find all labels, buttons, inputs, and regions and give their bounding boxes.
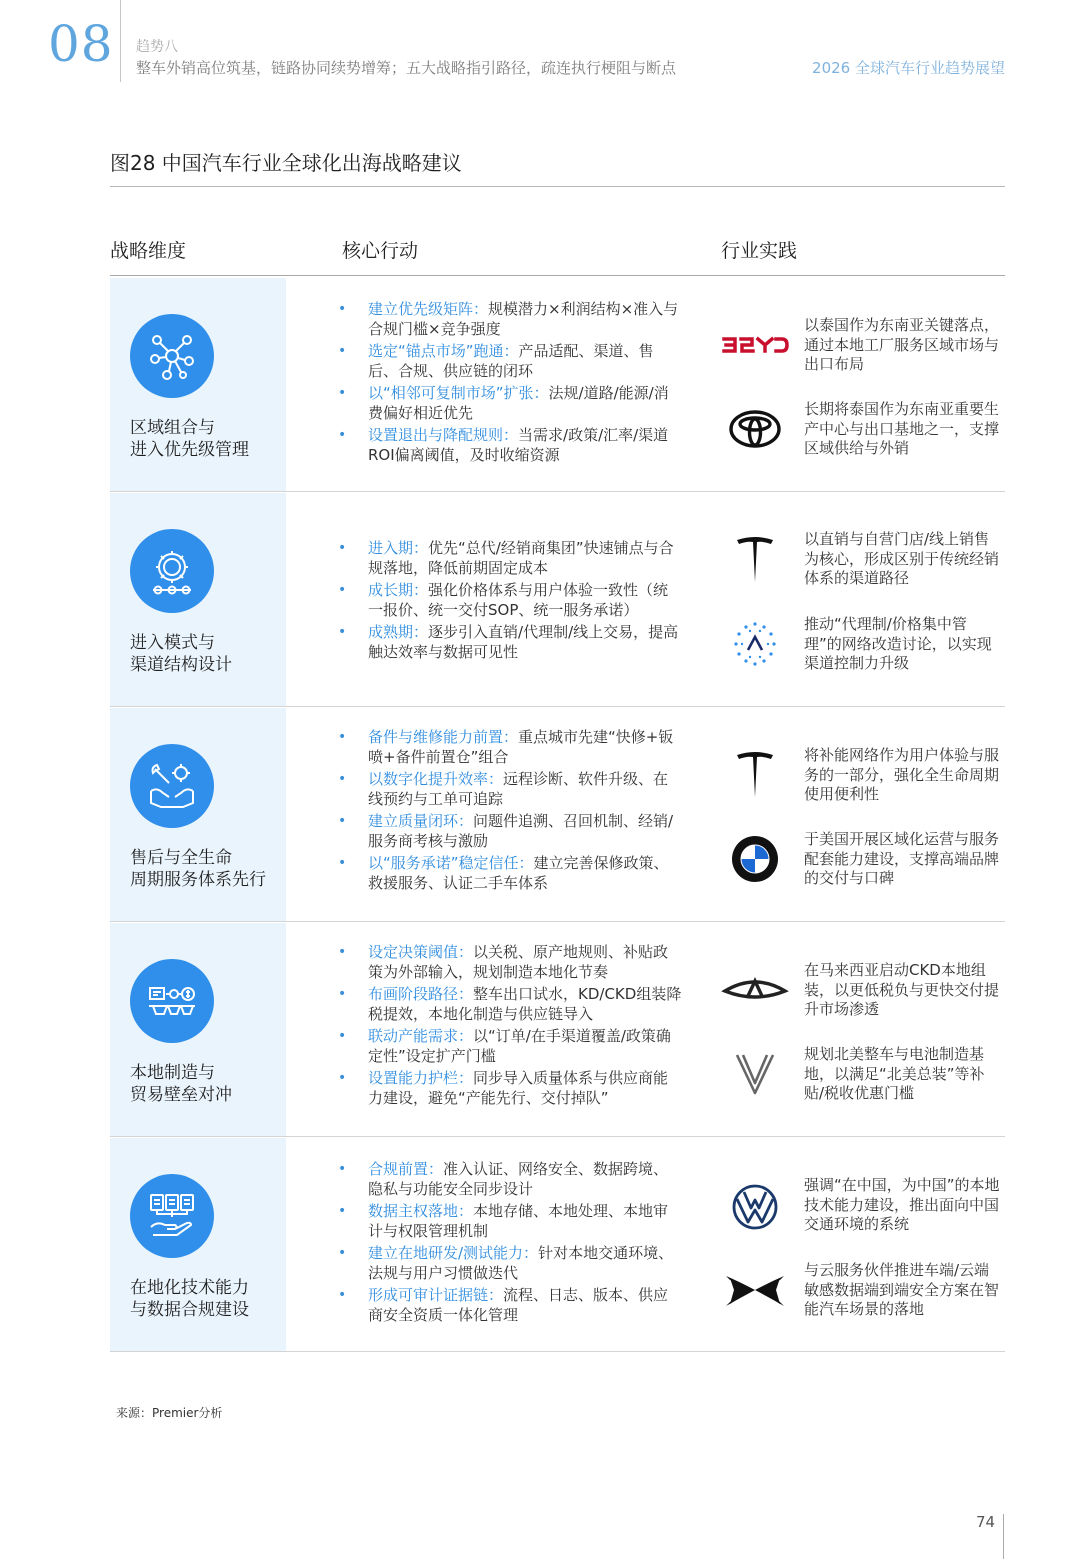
column-header-practice: 行业实践 [721, 240, 798, 262]
practice-text: 将补能网络作为用户体验与服务的一部分，强化全生命周期使用便利性 [804, 746, 1000, 803]
practice-text: 以直销与自营门店/线上销售为核心，形成区别于传统经销体系的渠道路径 [804, 530, 1000, 587]
header-divider [120, 0, 121, 82]
practice-text: 在马来西亚启动CKD本地组装，以更低税负与更快交付提升市场渗透 [804, 961, 1000, 1018]
factory-trade-icon [147, 976, 197, 1026]
gear-channel-icon [147, 546, 197, 596]
xpeng-logo [720, 1266, 790, 1316]
strategy-row-5 [110, 1138, 1005, 1351]
action-keyword: 以“相邻可复制市场”扩张： [368, 384, 549, 402]
action-keyword: 以“服务承诺”稳定信任： [368, 854, 534, 872]
action-item [338, 1160, 683, 1199]
data-hand-icon [147, 1191, 197, 1241]
action-item [338, 342, 683, 381]
row-divider [110, 491, 1005, 492]
action-keyword: 设置能力护栏： [368, 1069, 474, 1087]
dimension-cell [110, 1138, 286, 1351]
core-actions-list [338, 539, 683, 665]
action-text: 逐步引入直销/代理制/线上交易，提高触达效率与数据可见性 [368, 623, 679, 661]
byd-logo [720, 320, 790, 370]
action-item [338, 812, 683, 851]
action-keyword: 联动产能需求： [368, 1027, 474, 1045]
chapter-subtitle: 整车外销高位筑基，链路协同续势增筹；五大战略指引路径，疏连执行梗阻与断点 [136, 59, 677, 77]
action-keyword: 设定决策阈值： [368, 943, 474, 961]
wrench-hands-icon [147, 761, 197, 811]
dimension-icon-badge [130, 1174, 214, 1258]
practice-text: 推动“代理制/价格集中管理”的网络改造讨论，以实现渠道控制力升级 [804, 615, 992, 672]
action-keyword: 建立在地研发/测试能力： [368, 1244, 539, 1262]
column-header-dimension: 战略维度 [110, 240, 187, 262]
trend-label: 趋势八 [136, 39, 178, 55]
action-item [338, 770, 683, 809]
dimension-label: 进入模式与 渠道结构设计 [130, 633, 232, 675]
action-text: 法规/道路/能源/消费偏好相近优先 [368, 384, 669, 422]
page-number: 74 [976, 1513, 996, 1531]
action-item [338, 623, 683, 662]
action-keyword: 合规前置： [368, 1160, 444, 1178]
action-keyword: 选定“锚点市场”跑通： [368, 342, 519, 360]
action-keyword: 建立优先级矩阵： [368, 300, 489, 318]
action-text: 同步导入质量体系与供应商能力建设，避免“产能先行、交付掉队” [368, 1069, 669, 1107]
dimension-label: 售后与全生命 周期服务体系先行 [130, 848, 266, 890]
chery-logo [720, 965, 790, 1015]
row-divider [110, 1136, 1005, 1137]
action-item [338, 1069, 683, 1108]
volkswagen-logo [720, 1182, 790, 1232]
dimension-label: 在地化技术能力 与数据合规建设 [130, 1278, 249, 1320]
action-text: 以“订单/在手渠道覆盖/政策确定性”设定扩产门槛 [368, 1027, 671, 1065]
action-item [338, 943, 683, 982]
action-item [338, 300, 683, 339]
dimension-label: 本地制造与 贸易壁垒对冲 [130, 1063, 232, 1105]
figure-title: 图28 中国汽车行业全球化出海战略建议 [110, 151, 462, 175]
core-actions-list [338, 728, 683, 896]
action-item [338, 1244, 683, 1283]
network-nodes-icon [147, 331, 197, 381]
practice-text: 长期将泰国作为东南亚重要生产中心与出口基地之一，支撑区域供给与外销 [804, 400, 1000, 457]
row-divider [110, 706, 1005, 707]
bmw-logo [720, 834, 790, 884]
header-divider-line [110, 275, 1005, 276]
report-title: 2026 全球汽车行业趋势展望 [812, 59, 1005, 77]
action-item [338, 1027, 683, 1066]
dimension-icon-badge [130, 959, 214, 1043]
action-keyword: 成熟期： [368, 623, 429, 641]
action-keyword: 进入期： [368, 539, 429, 557]
action-text: 产品适配、渠道、售后、合规、供应链的闭环 [368, 342, 654, 380]
dimension-cell [110, 923, 286, 1136]
dimension-icon-badge [130, 529, 214, 613]
vinfast-logo [720, 1049, 790, 1099]
action-keyword: 设置退出与降配规则： [368, 426, 519, 444]
action-item [338, 1286, 683, 1325]
chapter-number: 08 [48, 15, 114, 73]
action-item [338, 1202, 683, 1241]
title-divider [110, 186, 1005, 187]
practice-text: 强调“在中国，为中国”的本地技术能力建设，推出面向中国交通环境的系统 [804, 1176, 1000, 1233]
page-number-divider [1003, 1514, 1004, 1559]
action-text: 优先“总代/经销商集团”快速铺点与合规落地，降低前期固定成本 [368, 539, 674, 577]
practice-text: 以泰国作为东南亚关键落点，通过本地工厂服务区域市场与出口布局 [804, 316, 1000, 373]
practice-text: 规划北美整车与电池制造基地，以满足“北美总装”等补贴/税收优惠门槛 [804, 1045, 985, 1102]
action-keyword: 形成可审计证据链： [368, 1286, 504, 1304]
action-item [338, 539, 683, 578]
action-keyword: 数据主权落地： [368, 1202, 474, 1220]
core-actions-list [338, 1160, 683, 1328]
action-item [338, 985, 683, 1024]
toyota-logo [720, 404, 790, 454]
column-header-actions: 核心行动 [342, 240, 419, 262]
row-divider [110, 921, 1005, 922]
strategy-row-1 [110, 278, 1005, 491]
tesla-logo [720, 535, 790, 585]
dimension-icon-badge [130, 314, 214, 398]
action-item [338, 581, 683, 620]
strategy-row-2 [110, 493, 1005, 706]
action-text: 准入认证、网络安全、数据跨境、隐私与功能安全同步设计 [368, 1160, 669, 1198]
action-text: 问题件追溯、召回机制、经销/服务商考核与激励 [368, 812, 674, 850]
action-item [338, 728, 683, 767]
action-keyword: 备件与维修能力前置： [368, 728, 519, 746]
strategy-row-4 [110, 923, 1005, 1136]
action-keyword: 以数字化提升效率： [368, 770, 504, 788]
action-item [338, 426, 683, 465]
strategy-row-3 [110, 708, 1005, 921]
action-text: 本地存储、本地处理、本地审计与权限管理机制 [368, 1202, 669, 1240]
action-text: 整车出口试水，KD/CKD组装降税提效，本地化制造与供应链导入 [368, 985, 682, 1023]
core-actions-list [338, 943, 683, 1111]
action-item [338, 854, 683, 893]
dimension-cell [110, 493, 286, 706]
action-text: 远程诊断、软件升级、在线预约与工单可追踪 [368, 770, 669, 808]
practice-text: 于美国开展区域化运营与服务配套能力建设，支撑高端品牌的交付与口碑 [804, 830, 1000, 887]
action-text: 重点城市先建“快修+钣喷+备件前置仓”组合 [368, 728, 674, 766]
action-text: 规模潜力×利润结构×准入与合规门槛×竞争强度 [368, 300, 679, 338]
action-keyword: 成长期： [368, 581, 429, 599]
practice-text: 与云服务伙伴推进车端/云端敏感数据端到端安全方案在智能汽车场景的落地 [804, 1261, 1000, 1318]
action-text: 建立完善保修政策、救援服务、认证二手车体系 [368, 854, 669, 892]
source-note: 来源：Premier分析 [116, 1406, 223, 1420]
dimension-cell [110, 278, 286, 491]
action-text: 以关税、原产地规则、补贴政策为外部输入，规划制造本地化节奏 [368, 943, 669, 981]
core-actions-list [338, 300, 683, 468]
action-item [338, 384, 683, 423]
action-text: 针对本地交通环境、法规与用户习惯做迭代 [368, 1244, 674, 1282]
dimension-label: 区域组合与 进入优先级管理 [130, 418, 249, 460]
action-keyword: 建立质量闭环： [368, 812, 474, 830]
dimension-icon-badge [130, 744, 214, 828]
action-keyword: 布画阶段路径： [368, 985, 474, 1003]
action-text: 流程、日志、版本、供应商安全资质一体化管理 [368, 1286, 669, 1324]
dimension-cell [110, 708, 286, 921]
dotted-a-logo [720, 619, 790, 669]
row-divider [110, 1351, 1005, 1352]
tesla-logo [720, 750, 790, 800]
action-text: 强化价格体系与用户体验一致性（统一报价、统一交付SOP、统一服务承诺） [368, 581, 669, 619]
action-text: 当需求/政策/汇率/渠道ROI偏离阈值，及时收缩资源 [368, 426, 669, 464]
